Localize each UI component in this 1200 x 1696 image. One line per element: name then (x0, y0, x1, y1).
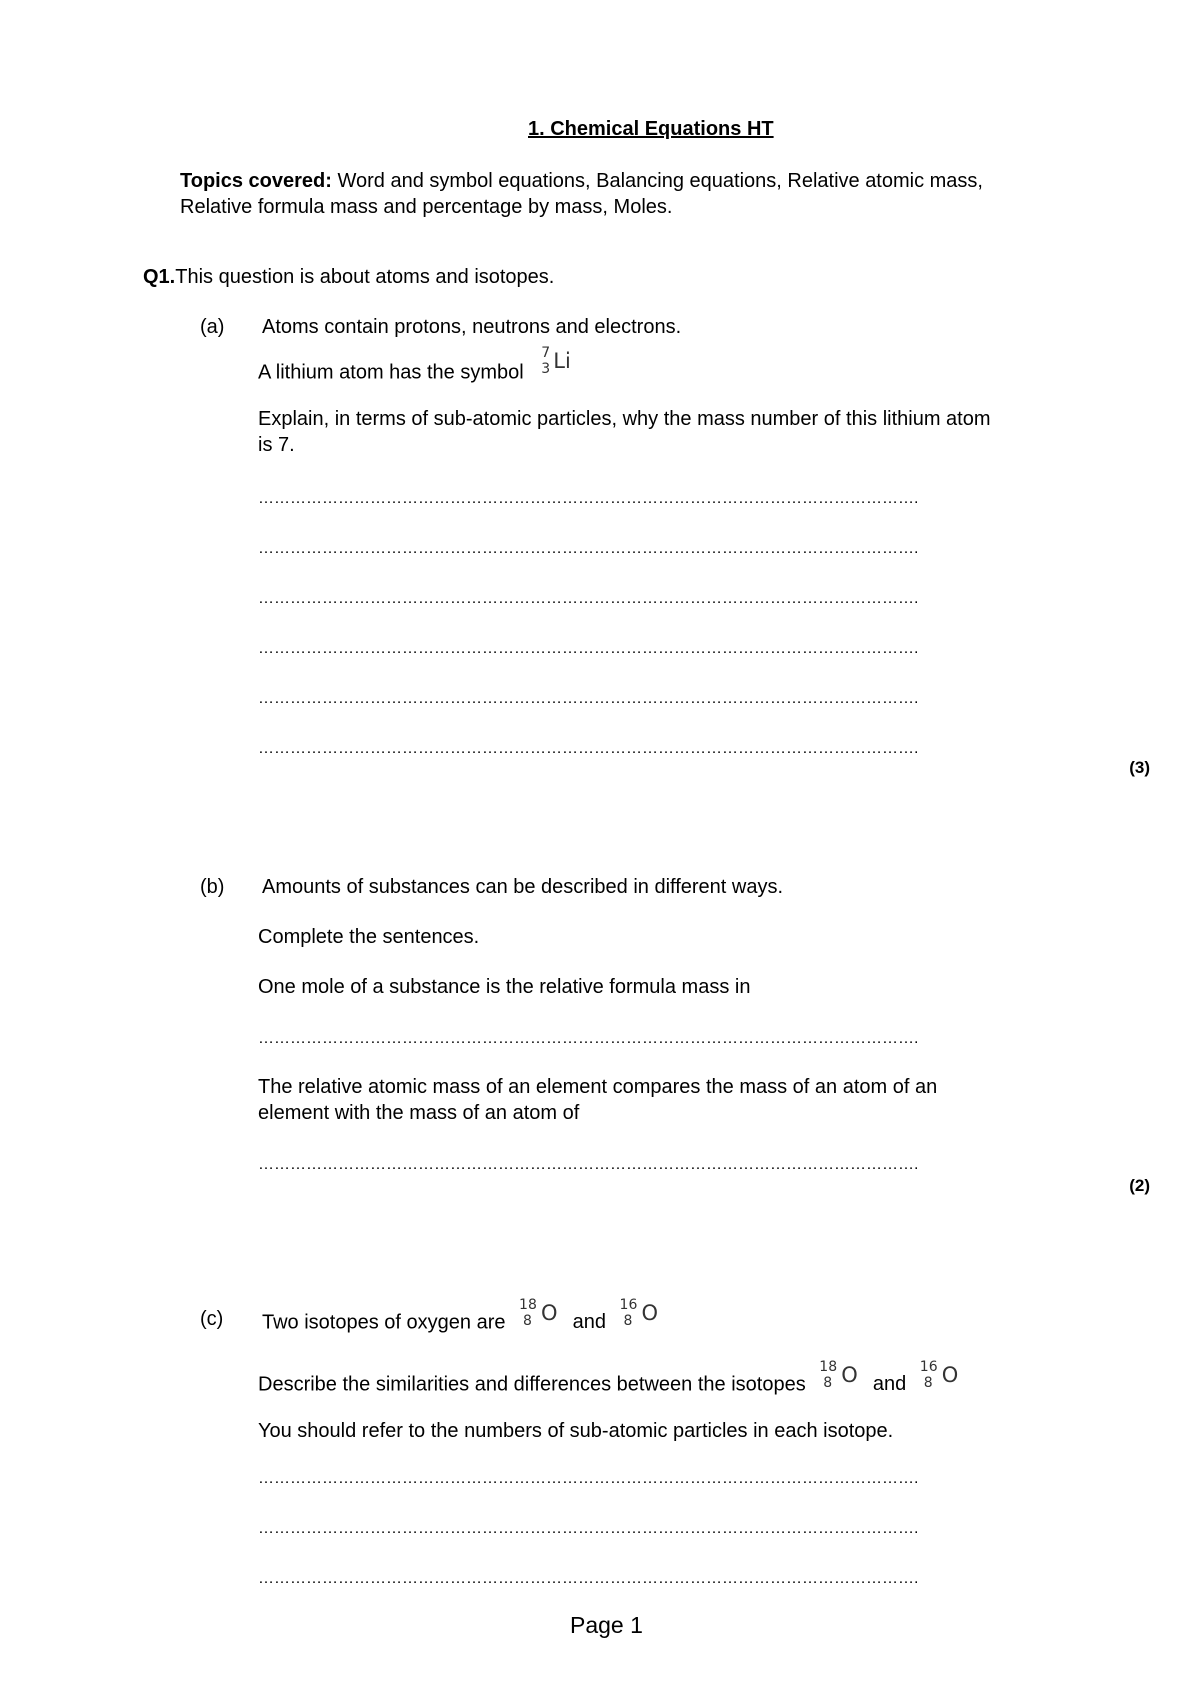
part-b-marks: (2) (1129, 1176, 1150, 1195)
answer-line[interactable]: ……………………………………………………………………………………………………………. (258, 740, 919, 757)
answer-line[interactable]: ……………………………………………………………………………………………………………. (258, 540, 919, 557)
part-c-question-text: Describe the similarities and differences between the isotopes (258, 1373, 806, 1396)
topics-line-2: Relative formula mass and percentage by mass, Moles. (180, 196, 673, 218)
part-a-line-1: Atoms contain protons, neutrons and electrons. (262, 316, 682, 338)
lithium-element-symbol: Li (553, 349, 571, 373)
topics-text-1: Word and symbol equations, Balancing equations, Relative atomic mass, (331, 170, 983, 192)
topics-line-1 (180, 168, 983, 194)
question-1-intro (143, 264, 554, 290)
answer-line[interactable]: ……………………………………………………………………………………………………………. (258, 490, 919, 507)
lithium-mass-number: 7 (541, 345, 551, 361)
oxygen-18-mass-number: 18 (819, 1359, 838, 1375)
part-a-line-2 (258, 345, 575, 390)
oxygen-18-atomic-number: 8 (523, 1313, 532, 1329)
question-1-text: This question is about atoms and isotopes. (175, 266, 555, 288)
oxygen-16-symbol (920, 1360, 964, 1394)
oxygen-18-symbol (819, 1360, 863, 1394)
topics-label: Topics covered: (180, 170, 332, 192)
part-c-line-1 (262, 1297, 664, 1340)
answer-line[interactable]: ……………………………………………………………………………………………………………. (258, 690, 919, 707)
question-number: Q1. (143, 266, 176, 288)
lithium-sentence: A lithium atom has the symbol (258, 361, 524, 384)
part-c-label: (c) (200, 1308, 224, 1330)
oxygen-16-atomic-number: 8 (623, 1313, 633, 1329)
part-b-instruction: Complete the sentences. (258, 926, 480, 948)
answer-line[interactable]: ……………………………………………………………………………………………………………. (258, 1030, 919, 1047)
part-a-label: (a) (200, 316, 225, 338)
conjunction: and (872, 1373, 907, 1396)
page-number: Page 1 (570, 1612, 643, 1638)
part-a-question-line-1: Explain, in terms of sub-atomic particles, why the mass number of this lithium atom (258, 408, 991, 430)
oxygen-18-element-symbol: O (841, 1363, 858, 1387)
oxygen-16-mass-number: 16 (619, 1297, 638, 1313)
answer-line[interactable]: ……………………………………………………………………………………………………………. (258, 1570, 919, 1587)
part-b-sentence-1: One mole of a substance is the relative formula mass in (258, 976, 751, 998)
conjunction: and (572, 1311, 606, 1334)
oxygen-18-symbol (519, 1298, 563, 1332)
part-b-sentence-2-line-2: element with the mass of an atom of (258, 1102, 580, 1124)
answer-line[interactable]: ……………………………………………………………………………………………………………. (258, 1156, 919, 1173)
answer-line[interactable]: ……………………………………………………………………………………………………………. (258, 1520, 919, 1537)
part-b-label: (b) (200, 876, 225, 898)
lithium-isotope-symbol (539, 346, 575, 380)
part-b-sentence-2-line-1: The relative atomic mass of an element compares the mass of an atom of an (258, 1076, 938, 1098)
lithium-atomic-number: 3 (541, 361, 551, 377)
oxygen-16-element-symbol: O (641, 1301, 659, 1325)
part-a-question-line-2: is 7. (258, 434, 295, 456)
oxygen-16-symbol (620, 1298, 664, 1332)
oxygen-18-mass-number: 18 (519, 1297, 537, 1313)
oxygen-16-atomic-number: 8 (923, 1375, 933, 1391)
page-title: 1. Chemical Equations HT (528, 118, 774, 140)
answer-line[interactable]: ……………………………………………………………………………………………………………. (258, 640, 919, 657)
oxygen-16-mass-number: 16 (919, 1359, 938, 1375)
oxygen-18-element-symbol: O (541, 1301, 558, 1325)
part-b-line-1: Amounts of substances can be described in different ways. (262, 876, 784, 898)
oxygen-18-atomic-number: 8 (823, 1375, 833, 1391)
oxygen-16-element-symbol: O (941, 1363, 959, 1387)
part-c-question (258, 1359, 964, 1402)
part-c-instruction: You should refer to the numbers of sub-atomic particles in each isotope. (258, 1420, 894, 1442)
answer-line[interactable]: ……………………………………………………………………………………………………………. (258, 1470, 919, 1487)
part-c-text: Two isotopes of oxygen are (262, 1311, 506, 1334)
answer-line[interactable]: ……………………………………………………………………………………………………………. (258, 590, 919, 607)
part-a-marks: (3) (1129, 758, 1150, 777)
